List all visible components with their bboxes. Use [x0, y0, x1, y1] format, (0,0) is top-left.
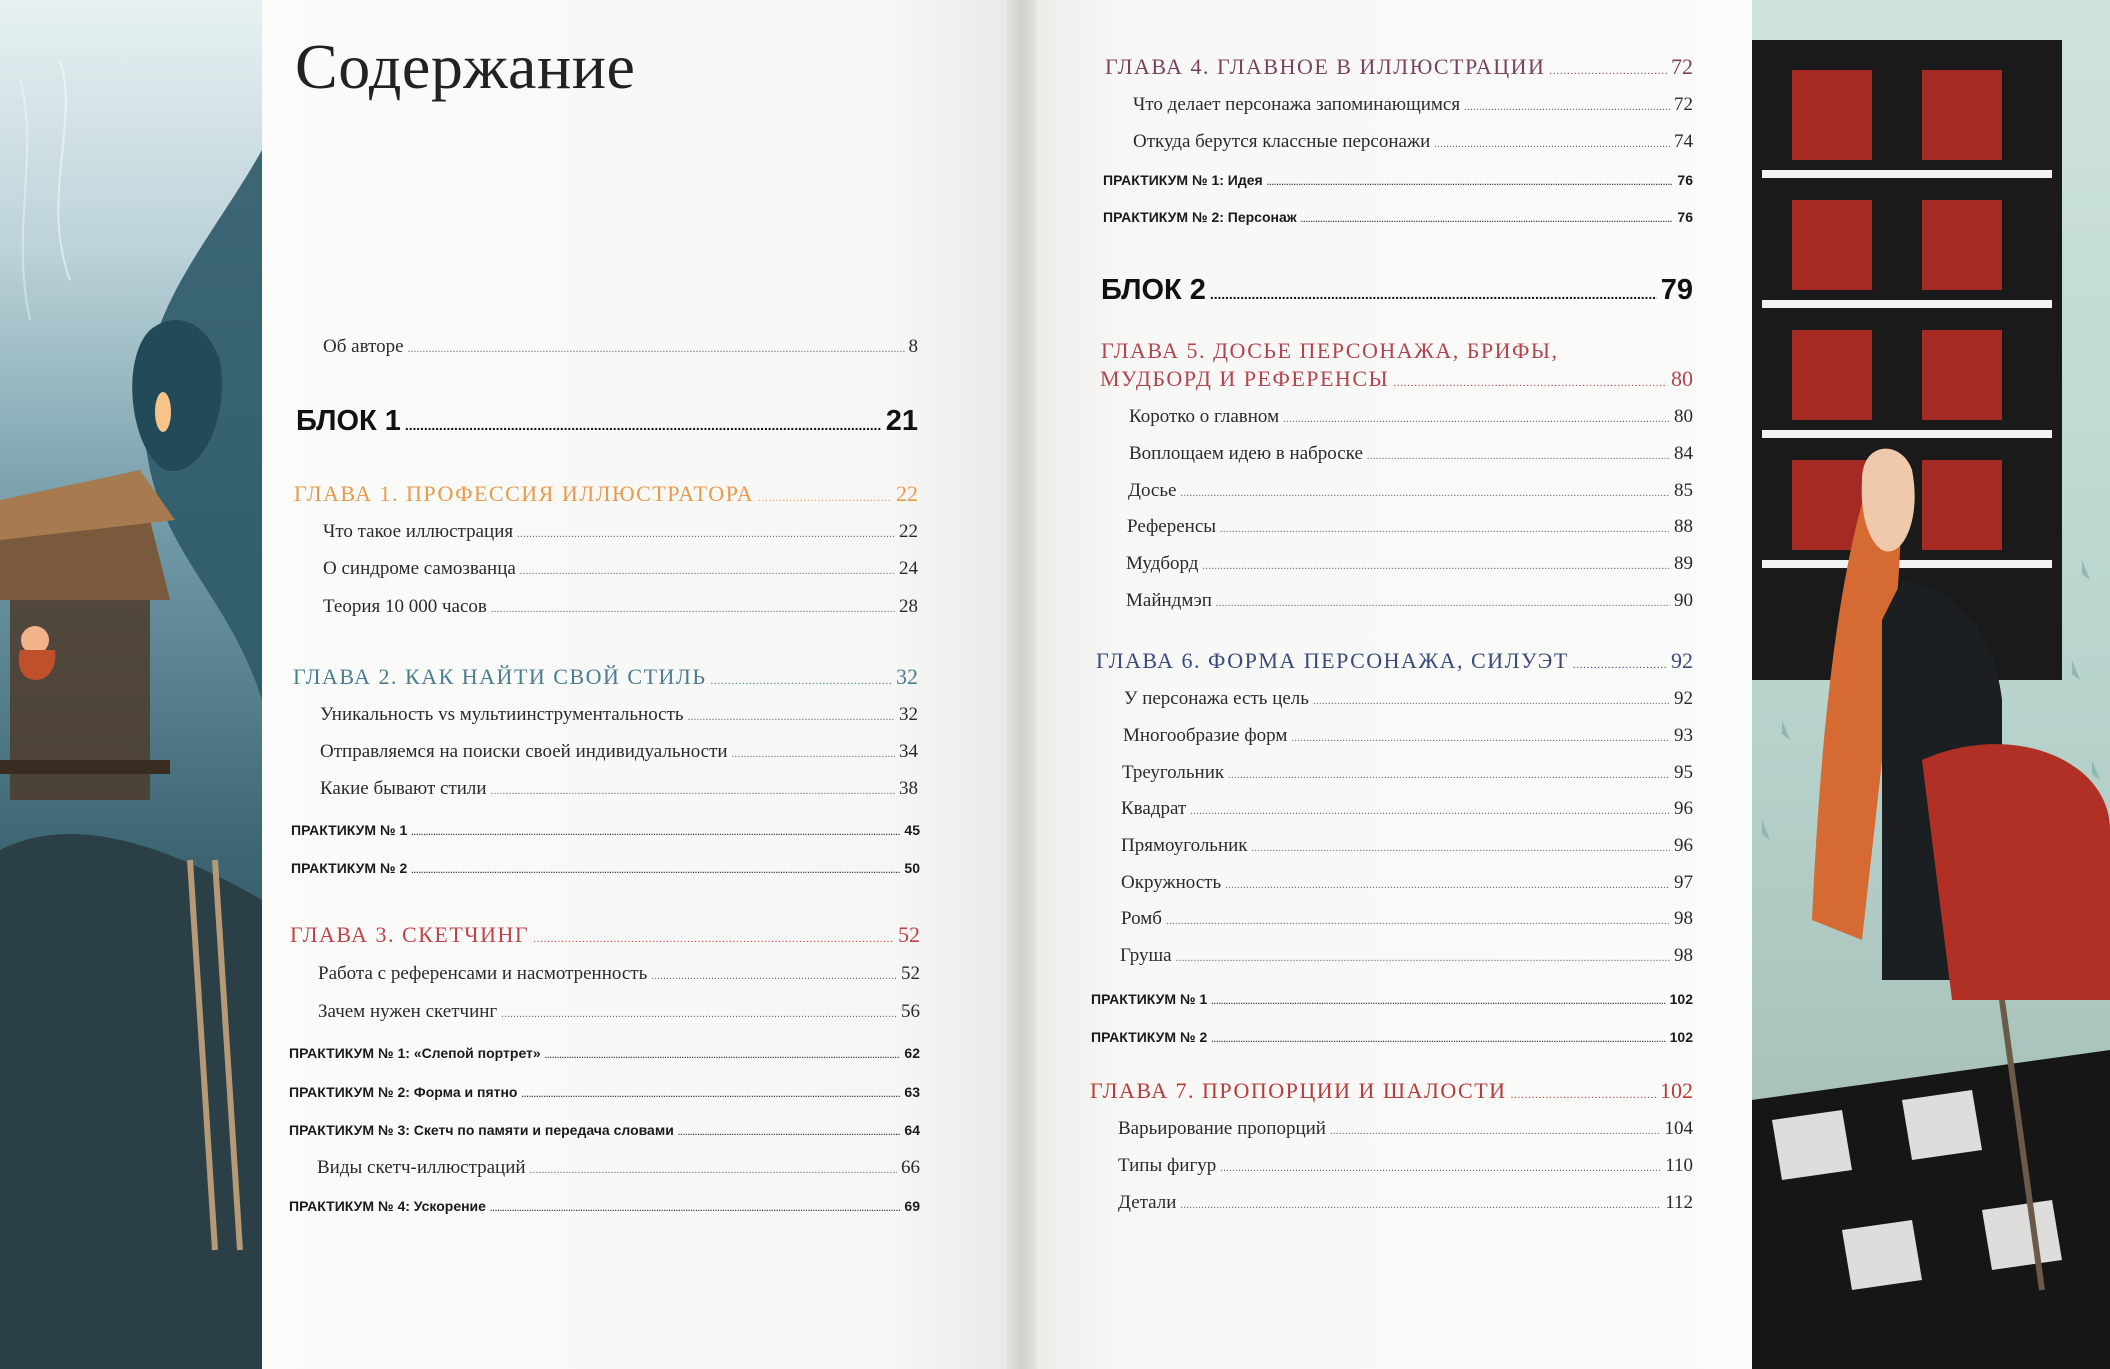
toc-entry[interactable] — [1128, 480, 1693, 506]
toc-entry[interactable] — [1118, 1155, 1693, 1181]
toc-entry-page: 74 — [1674, 131, 1693, 152]
dot-leader — [651, 963, 897, 985]
toc-entry[interactable] — [1120, 945, 1693, 971]
chapter-title: ГЛАВА 2. КАК НАЙТИ СВОЙ СТИЛЬ — [293, 664, 707, 689]
toc-chapter-1[interactable] — [294, 481, 918, 511]
dot-leader — [710, 664, 892, 690]
dot-leader — [490, 1198, 900, 1214]
toc-entry-page: 89 — [1674, 553, 1693, 574]
dot-leader — [411, 860, 900, 876]
practicum-page: 50 — [904, 860, 920, 876]
toc-entry-title: Треугольник — [1122, 762, 1225, 783]
toc-entry-page: 110 — [1665, 1155, 1693, 1176]
toc-entry-title: Типы фигур — [1118, 1155, 1217, 1176]
toc-entry-title: Уникальность vs мультиинструментальность — [320, 704, 684, 725]
toc-entry[interactable] — [1133, 94, 1693, 120]
toc-entry-title: Референсы — [1127, 516, 1217, 537]
dot-leader — [1313, 688, 1670, 710]
toc-entry-page: 52 — [901, 963, 920, 984]
toc-entry-page: 104 — [1664, 1118, 1693, 1139]
toc-entry[interactable] — [1133, 131, 1693, 157]
toc-entry-title: Мудборд — [1126, 553, 1199, 574]
toc-entry-page: 34 — [899, 741, 918, 762]
illustration-dragon-treehouse — [0, 0, 262, 1369]
toc-practicum[interactable] — [1091, 1029, 1693, 1049]
toc-entry[interactable] — [1129, 443, 1693, 469]
dot-leader — [678, 1122, 901, 1138]
toc-entry[interactable] — [1121, 872, 1693, 898]
practicum-title: ПРАКТИКУМ № 2: Персонаж — [1103, 209, 1297, 225]
toc-entry[interactable] — [1121, 835, 1693, 861]
toc-entry-page: 72 — [1674, 94, 1693, 115]
toc-entry[interactable] — [1124, 688, 1693, 714]
toc-entry[interactable] — [1121, 798, 1693, 824]
dot-leader — [1283, 406, 1670, 428]
dot-leader — [1252, 835, 1670, 857]
toc-entry-page: 56 — [901, 1001, 920, 1022]
toc-entry-title: Какие бывают стили — [320, 778, 487, 799]
toc-entry-page: 84 — [1674, 443, 1693, 464]
page-title: Содержание — [295, 31, 636, 102]
toc-entry-title: Что делает персонажа запоминающимся — [1133, 94, 1461, 115]
dot-leader — [530, 1157, 897, 1179]
toc-entry[interactable] — [323, 558, 918, 584]
dot-leader — [491, 596, 895, 618]
practicum-title: ПРАКТИКУМ № 3: Скетч по памяти и передача словами — [289, 1122, 674, 1138]
toc-entry-title: Коротко о главном — [1129, 406, 1280, 427]
toc-entry-page: 22 — [899, 521, 918, 542]
block-title: БЛОК 1 — [296, 405, 401, 437]
toc-entry[interactable] — [1126, 590, 1693, 616]
toc-entry-title: Об авторе — [323, 336, 404, 357]
toc-entry-page: 38 — [899, 778, 918, 799]
practicum-page: 76 — [1677, 172, 1693, 188]
toc-entry-page: 98 — [1674, 908, 1693, 929]
toc-practicum[interactable] — [289, 1045, 920, 1065]
toc-entry-page: 93 — [1674, 725, 1693, 746]
practicum-title: ПРАКТИКУМ № 1: Идея — [1103, 172, 1263, 188]
dot-leader — [1367, 443, 1670, 465]
toc-entry[interactable] — [318, 1001, 920, 1027]
toc-entry-about[interactable] — [323, 336, 918, 362]
toc-practicum[interactable] — [1091, 991, 1693, 1011]
toc-practicum[interactable] — [291, 822, 920, 842]
chapter-page: 32 — [896, 664, 918, 689]
toc-entry-title: Работа с референсами и насмотренность — [318, 963, 648, 984]
dot-leader — [411, 822, 900, 838]
toc-entry[interactable] — [1126, 553, 1693, 579]
toc-entry-title: Теория 10 000 часов — [323, 596, 487, 617]
dot-leader — [1464, 94, 1670, 116]
dot-leader — [533, 922, 894, 948]
toc-entry-title: Отправляемся на поиски своей индивидуальности — [320, 741, 728, 762]
toc-chapter-4[interactable] — [1105, 54, 1693, 84]
toc-entry-title: Зачем нужен скетчинг — [318, 1001, 498, 1022]
woman-illustration-image — [1752, 0, 2110, 1369]
chapter-title: ГЛАВА 7. ПРОПОРЦИИ И ШАЛОСТИ — [1090, 1078, 1507, 1103]
dot-leader — [1225, 872, 1670, 894]
block-page: 21 — [885, 405, 918, 437]
toc-entry[interactable] — [320, 741, 918, 767]
toc-entry-title: Откуда берутся классные персонажи — [1133, 131, 1431, 152]
chapter-title: ГЛАВА 3. СКЕТЧИНГ — [290, 922, 530, 947]
toc-entry[interactable] — [1118, 1192, 1693, 1218]
toc-entry-title: Многообразие форм — [1123, 725, 1288, 746]
toc-entry-title: Воплощаем идею в наброске — [1129, 443, 1363, 464]
dot-leader — [517, 521, 895, 543]
dot-leader — [1166, 908, 1670, 930]
toc-entry[interactable] — [320, 704, 918, 730]
toc-practicum[interactable] — [291, 860, 920, 880]
dot-leader — [1434, 131, 1670, 153]
chapter-page: 80 — [1671, 366, 1693, 391]
dot-leader — [688, 704, 895, 726]
practicum-title: ПРАКТИКУМ № 1: «Слепой портрет» — [289, 1045, 541, 1061]
dot-leader — [1393, 366, 1667, 392]
practicum-title: ПРАКТИКУМ № 1 — [291, 822, 408, 838]
practicum-page: 102 — [1669, 1029, 1693, 1045]
toc-entry-page: 28 — [899, 596, 918, 617]
toc-entry[interactable] — [1118, 1118, 1693, 1144]
toc-entry[interactable] — [320, 778, 918, 804]
chapter-title: ГЛАВА 6. ФОРМА ПЕРСОНАЖА, СИЛУЭТ — [1096, 648, 1569, 673]
dot-leader — [1301, 209, 1674, 225]
dot-leader — [1291, 725, 1670, 747]
dot-leader — [501, 1001, 897, 1023]
block-page: 79 — [1660, 274, 1693, 306]
dot-leader — [1190, 798, 1670, 820]
toc-entry-title: Варьирование пропорций — [1118, 1118, 1326, 1139]
toc-practicum[interactable] — [1103, 172, 1693, 192]
chapter-title: ГЛАВА 4. ГЛАВНОЕ В ИЛЛЮСТРАЦИИ — [1105, 54, 1546, 79]
toc-entry-page: 96 — [1674, 835, 1693, 856]
dot-leader — [1549, 54, 1667, 80]
dot-leader — [1573, 648, 1667, 674]
dot-leader — [520, 558, 895, 580]
dot-leader — [1511, 1078, 1656, 1104]
toc-entry-page: 85 — [1674, 480, 1693, 501]
toc-practicum[interactable] — [289, 1122, 920, 1142]
practicum-title: ПРАКТИКУМ № 2: Форма и пятно — [289, 1084, 518, 1100]
chapter-page: 102 — [1660, 1078, 1693, 1103]
toc-entry-title: Прямоугольник — [1121, 835, 1248, 856]
toc-entry[interactable] — [323, 596, 918, 622]
toc-entry-page: 24 — [899, 558, 918, 579]
toc-entry-title: Ромб — [1121, 908, 1162, 929]
toc-entry-title: Досье — [1128, 480, 1177, 501]
practicum-title: ПРАКТИКУМ № 1 — [1091, 991, 1208, 1007]
toc-entry-page: 92 — [1674, 688, 1693, 709]
toc-entry-title: Квадрат — [1121, 798, 1187, 819]
toc-entry[interactable] — [1123, 725, 1693, 751]
illustration-woman-with-red-hair — [1752, 0, 2110, 1369]
toc-entry-page: 80 — [1674, 406, 1693, 427]
dot-leader — [1211, 991, 1665, 1007]
dot-leader — [1216, 590, 1670, 612]
practicum-page: 102 — [1669, 991, 1693, 1007]
toc-entry-title: Груша — [1120, 945, 1172, 966]
dot-leader — [1180, 480, 1670, 502]
block-title: БЛОК 2 — [1101, 274, 1206, 306]
dot-leader — [405, 405, 882, 438]
toc-chapter-6[interactable] — [1096, 648, 1693, 678]
dot-leader — [1180, 1192, 1661, 1214]
dot-leader — [1220, 516, 1670, 538]
practicum-page: 62 — [904, 1045, 920, 1061]
dot-leader — [1220, 1155, 1661, 1177]
toc-chapter-7[interactable] — [1090, 1078, 1693, 1108]
toc-block-1[interactable] — [296, 405, 918, 441]
toc-entry-title: Окружность — [1121, 872, 1222, 893]
practicum-title: ПРАКТИКУМ № 2 — [1091, 1029, 1208, 1045]
toc-entry-page: 112 — [1665, 1192, 1693, 1213]
dot-leader — [521, 1084, 900, 1100]
dot-leader — [1211, 1029, 1665, 1045]
dot-leader — [1176, 945, 1670, 967]
toc-entry-page: 66 — [901, 1157, 920, 1178]
toc-practicum[interactable] — [289, 1198, 920, 1218]
practicum-page: 69 — [904, 1198, 920, 1214]
chapter-page: 72 — [1671, 54, 1693, 79]
toc-entry[interactable] — [1129, 406, 1693, 432]
toc-entry-page: 98 — [1674, 945, 1693, 966]
toc-chapter-3[interactable] — [290, 922, 920, 952]
dot-leader — [1267, 172, 1674, 188]
toc-entry[interactable] — [1121, 908, 1693, 934]
toc-entry-title: У персонажа есть цель — [1124, 688, 1309, 709]
book-gutter — [1007, 0, 1037, 1369]
toc-chapter-5-line1[interactable]: ГЛАВА 5. ДОСЬЕ ПЕРСОНАЖА, БРИФЫ, — [1101, 338, 1559, 363]
toc-chapter-5[interactable] — [1100, 366, 1693, 396]
dot-leader — [1228, 762, 1670, 784]
dragon-illustration-image — [0, 0, 262, 1369]
toc-entry-page: 95 — [1674, 762, 1693, 783]
practicum-title: ПРАКТИКУМ № 4: Ускорение — [289, 1198, 486, 1214]
practicum-title: ПРАКТИКУМ № 2 — [291, 860, 408, 876]
toc-entry[interactable] — [323, 521, 918, 547]
toc-entry-title: Майндмэп — [1126, 590, 1212, 611]
toc-entry-title: Виды скетч-иллюстраций — [317, 1157, 526, 1178]
toc-practicum[interactable] — [289, 1084, 920, 1104]
toc-entry-page: 8 — [908, 336, 918, 357]
dot-leader — [545, 1045, 901, 1061]
toc-entry-title: О синдроме самозванца — [323, 558, 516, 579]
toc-entry-page: 90 — [1674, 590, 1693, 611]
dot-leader — [758, 481, 892, 507]
chapter-page: 52 — [898, 922, 920, 947]
toc-entry-page: 88 — [1674, 516, 1693, 537]
practicum-page: 45 — [904, 822, 920, 838]
dot-leader — [1330, 1118, 1661, 1140]
toc-entry[interactable] — [317, 1157, 920, 1183]
chapter-title-line2: МУДБОРД И РЕФЕРЕНСЫ — [1100, 366, 1390, 391]
dot-leader — [1202, 553, 1670, 575]
toc-entry[interactable] — [1127, 516, 1693, 542]
dot-leader — [732, 741, 895, 763]
toc-entry-page: 96 — [1674, 798, 1693, 819]
toc-entry-title: Детали — [1118, 1192, 1177, 1213]
dot-leader — [408, 336, 905, 358]
chapter-page: 22 — [896, 481, 918, 506]
toc-entry-page: 97 — [1674, 872, 1693, 893]
practicum-page: 76 — [1677, 209, 1693, 225]
toc-entry-page: 32 — [899, 704, 918, 725]
toc-entry[interactable] — [318, 963, 920, 989]
practicum-page: 63 — [904, 1084, 920, 1100]
chapter-page: 92 — [1671, 648, 1693, 673]
toc-practicum[interactable] — [1103, 209, 1693, 229]
toc-chapter-2[interactable] — [293, 664, 918, 694]
practicum-page: 64 — [904, 1122, 920, 1138]
dot-leader — [1210, 274, 1657, 307]
toc-entry-title: Что такое иллюстрация — [323, 521, 514, 542]
toc-entry[interactable] — [1122, 762, 1693, 788]
toc-block-2[interactable] — [1101, 274, 1693, 310]
chapter-title: ГЛАВА 1. ПРОФЕССИЯ ИЛЛЮСТРАТОРА — [294, 481, 754, 506]
dot-leader — [491, 778, 895, 800]
